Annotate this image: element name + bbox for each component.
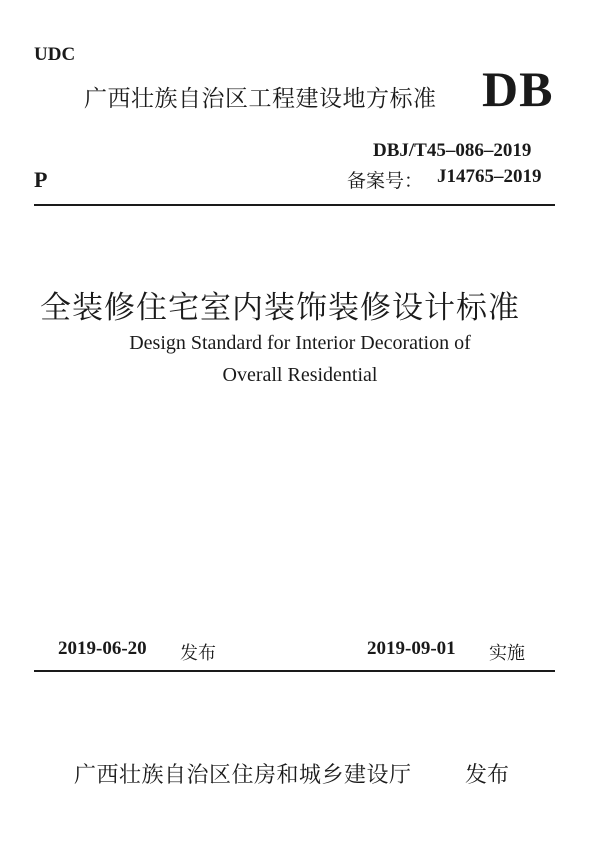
issue-label: 发布: [180, 643, 216, 664]
document-title-english-line2: Overall Residential: [222, 364, 378, 386]
record-number-label: 备案号：: [347, 170, 424, 192]
standard-code: DBJ/T45–086–2019: [373, 140, 532, 161]
bottom-divider: [34, 670, 555, 672]
document-title-english-line1: Design Standard for Interior Decoration of: [129, 332, 471, 354]
document-title-chinese: 全装修住宅室内装饰装修设计标准: [40, 290, 520, 326]
record-number: J14765–2019: [437, 166, 542, 187]
db-mark: DB: [482, 61, 554, 117]
top-divider: [34, 204, 555, 206]
classification-code: P: [34, 167, 48, 192]
implementation-date: 2019-09-01: [367, 638, 456, 659]
issue-date: 2019-06-20: [58, 638, 147, 659]
region-standard-title: 广西壮族自治区工程建设地方标准: [84, 86, 437, 112]
publisher-name: 广西壮族自治区住房和城乡建设厅: [74, 763, 412, 788]
udc-label: UDC: [34, 44, 76, 65]
publisher-label: 发布: [465, 763, 510, 788]
implementation-label: 实施: [489, 643, 525, 664]
